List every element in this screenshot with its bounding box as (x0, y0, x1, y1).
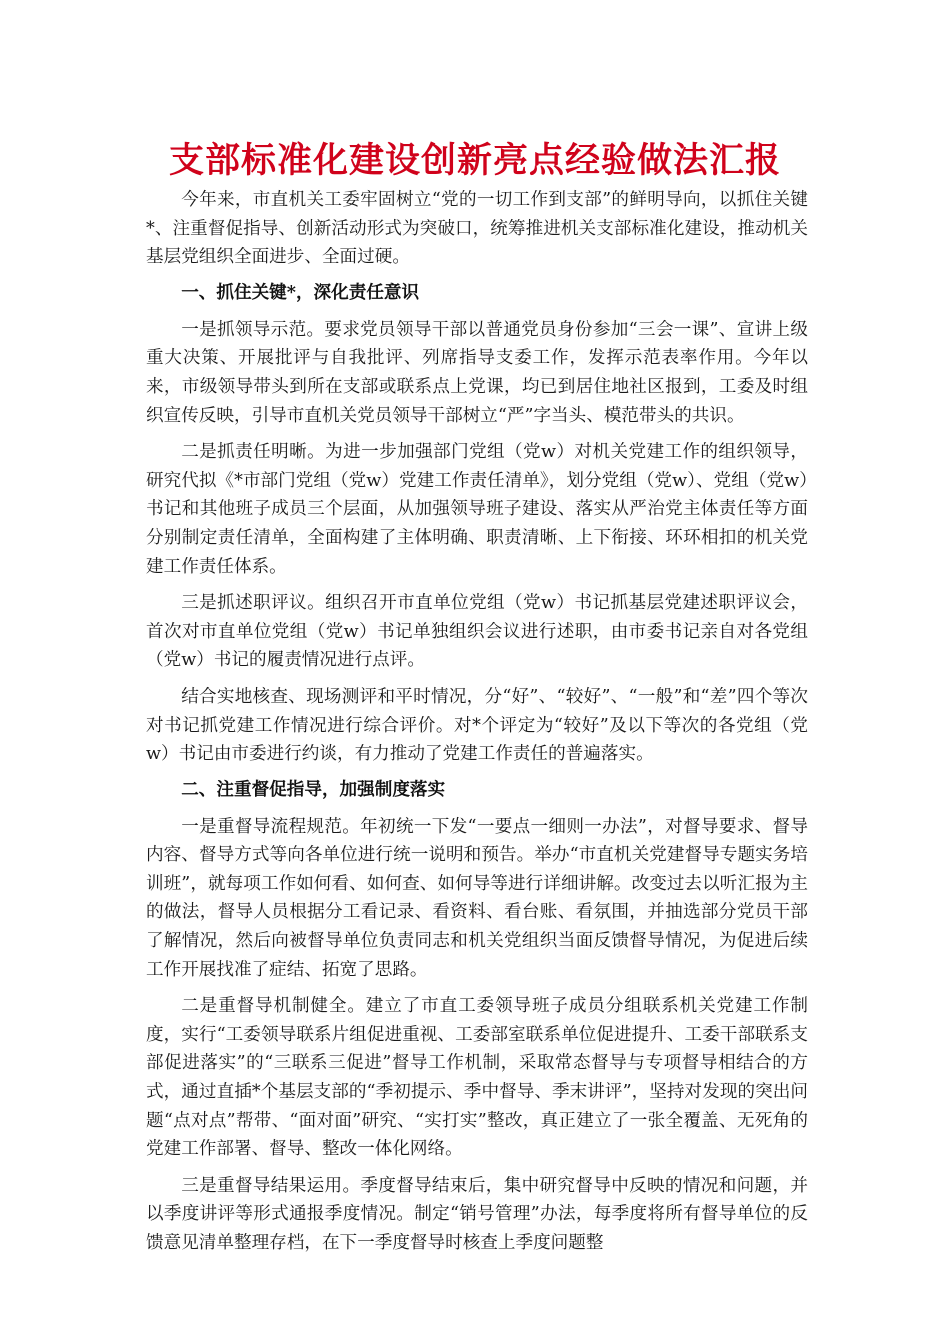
section-heading-1: 一、抓住关键*，深化责任意识 (181, 281, 420, 303)
document-body (146, 186, 808, 1266)
section-heading-2: 二、注重督促指导，加强制度落实 (181, 778, 446, 800)
section2-paragraph-1: 一是重督导流程规范。年初统一下发“一要点一细则一办法”，对督导要求、督导内容、督导方式等向各单位进行统一说明和预告。举办“市直机关党建督导专题实务培训班”，就每项工作如何看、如何查、如何导等进行详细讲解。改变过去以听汇报为主的做法，督导人员根据分工看记录、看资料、看台账、看氛围，并抽选部分党员干部了解情况，然后向被督导单位负责同志和机关党组织当面反馈督导情况，为促进后续工作开展找准了症结、拓宽了思路。 (146, 816, 808, 980)
section2-paragraph-3: 三是重督导结果运用。季度督导结束后，集中研究督导中反映的情况和问题，并以季度讲评等形式通报季度情况。制定“销号管理”办法，每季度将所有督导单位的反馈意见清单整理存档，在下一季度督导时核查上季度问题整 (146, 1175, 808, 1253)
document-title: 支部标准化建设创新亮点经验做法汇报 (168, 140, 781, 181)
section1-paragraph-1: 一是抓领导示范。要求党员领导干部以普通党员身份参加“三会一课”、宣讲上级重大决策、开展批评与自我批评、列席指导支委工作，发挥示范表率作用。今年以来，市级领导带头到所在支部或联系点上党课，均已到居住地社区报到，工委及时组织宣传反映，引导市直机关党员领导干部树立“严”字当头、模范带头的共识。 (146, 319, 808, 426)
section2-paragraph-2: 二是重督导机制健全。建立了市直工委领导班子成员分组联系机关党建工作制度，实行“工委领导联系片组促进重视、工委部室联系单位促进提升、工委干部联系支部促进落实”的“三联系三促进”督导工作机制，采取常态督导与专项督导相结合的方式，通过直插*个基层支部的“季初提示、季中督导、季末讲评”，坚持对发现的突出问题“点对点”帮带、“面对面”研究、“实打实”整改，真正建立了一张全覆盖、无死角的党建工作部署、督导、整改一体化网络。 (146, 996, 808, 1160)
section1-paragraph-2: 二是抓责任明晰。为进一步加强部门党组（党w）对机关党建工作的组织领导，研究代拟《*市部门党组（党w）党建工作责任清单》，划分党组（党w）、党组（党w）书记和其他班子成员三个层面，从加强领导班子建设、落实从严治党主体责任等方面分别制定责任清单，全面构建了主体明确、职责清晰、上下衔接、环环相扣的机关党建工作责任体系。 (146, 442, 808, 577)
section1-paragraph-4: 结合实地核查、现场测评和平时情况，分“好”、“较好”、“一般”和“差”四个等次对书记抓党建工作情况进行综合评价。对*个评定为“较好”及以下等次的各党组（党w）书记由市委进行约谈，有力推动了党建工作责任的普遍落实。 (146, 686, 808, 765)
intro-paragraph: 今年来，市直机关工委牢固树立“党的一切工作到支部”的鲜明导向，以抓住关键*、注重督促指导、创新活动形式为突破口，统筹推进机关支部标准化建设，推动机关基层党组织全面进步、全面过硬。 (146, 190, 808, 268)
section1-paragraph-3: 三是抓述职评议。组织召开市直单位党组（党w）书记抓基层党建述职评议会，首次对市直单位党组（党w）书记单独组织会议进行述职，由市委书记亲自对各党组（党w）书记的履责情况进行点评。 (146, 593, 808, 671)
